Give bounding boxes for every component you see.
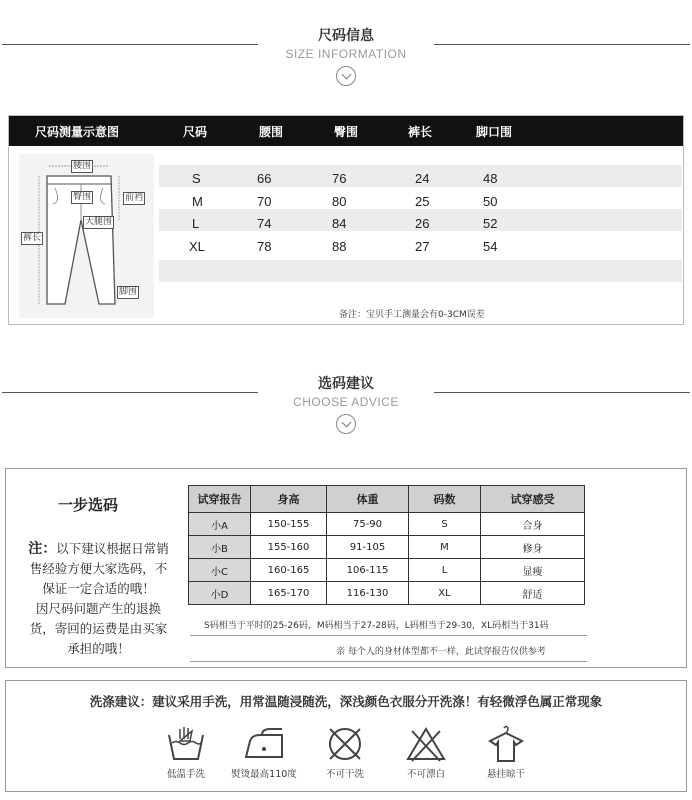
chevron-down-icon: [336, 66, 356, 86]
diagram-label-hem: 脚围: [119, 287, 138, 297]
cell-size: M: [192, 194, 203, 209]
wash-caption: 熨烫最高110度: [231, 769, 297, 780]
hand-wash-icon: [166, 725, 206, 763]
cell-length: 27: [415, 239, 430, 254]
note-line: 以下建议根据日常销: [56, 541, 169, 556]
cell-waist: 78: [257, 239, 272, 254]
wash-caption: 不可干洗: [325, 769, 364, 780]
table-row: [159, 168, 682, 190]
header-hem: 脚口围: [476, 125, 513, 139]
size-note: 备注：宝贝手工测量会有0-3CM误差: [339, 310, 485, 320]
header-waist: 腰围: [259, 125, 284, 139]
cell-who: 小C: [189, 559, 251, 582]
advice-note: [11, 539, 186, 659]
cell-length: 25: [415, 194, 430, 209]
cell-height: 155-160: [251, 536, 327, 559]
choose-advice-subtitle: CHOOSE ADVICE: [293, 395, 399, 409]
note-line: 货，寄回的运费是由买家: [29, 621, 168, 636]
cell-hip: 80: [332, 194, 347, 209]
cell-who: 小B: [189, 536, 251, 559]
note-line: 保证一定合适的哦！: [42, 581, 155, 596]
cell-size: S: [192, 171, 201, 186]
cell-hem: 48: [483, 171, 498, 186]
table-header-row: [189, 486, 585, 513]
cell-height: 150-155: [251, 513, 327, 536]
cell-feel: 修身: [481, 536, 585, 559]
wash-caption: 不可漂白: [406, 769, 445, 780]
diagram-label-waist: 腰围: [73, 161, 92, 171]
col-header: 码数: [409, 486, 481, 513]
cell-waist: 70: [257, 194, 272, 209]
note-line: 因尺码问题产生的退换: [35, 601, 161, 616]
cell-feel: 舒适: [481, 582, 585, 605]
choose-advice-header: [0, 374, 692, 434]
size-equivalence-note: S码相当于平时的25-26码，M码相当于27-28码，L码相当于29-30，XL码相当于31码: [204, 621, 549, 631]
header-hip: 臀围: [334, 125, 359, 139]
no-bleach-icon: [404, 725, 448, 763]
note-line: 售经验方便大家选码，不: [29, 561, 168, 576]
col-header: 试穿感受: [481, 486, 585, 513]
table-row: [189, 582, 585, 605]
note-line: 承担的哦！: [67, 641, 130, 656]
cell-hip: 84: [332, 216, 347, 231]
table-row: [159, 213, 682, 235]
cell-size: L: [409, 559, 481, 582]
cell-height: 160-165: [251, 559, 327, 582]
diagram-label-thigh: 大腿围: [85, 217, 113, 227]
diagram-label-rise: 前裆: [125, 193, 144, 203]
size-table-header: [9, 116, 683, 146]
cell-length: 24: [415, 171, 430, 186]
cell-feel: 显瘦: [481, 559, 585, 582]
wash-caption: 悬挂晾干: [486, 769, 525, 780]
no-dry-clean-icon: [325, 725, 365, 763]
table-row: [189, 513, 585, 536]
cell-size: M: [409, 536, 481, 559]
size-table: [8, 115, 684, 325]
cell-size: S: [409, 513, 481, 536]
advice-left-title: 一步选码: [58, 496, 119, 514]
cell-weight: 116-130: [327, 582, 409, 605]
cell-hem: 52: [483, 216, 498, 231]
divider: [190, 635, 587, 636]
cell-feel: 合身: [481, 513, 585, 536]
fit-report-table: [188, 485, 585, 605]
cell-waist: 74: [257, 216, 272, 231]
wash-item: [146, 725, 226, 780]
wash-item: [305, 725, 385, 780]
cell-hem: 50: [483, 194, 498, 209]
cell-hem: 54: [483, 239, 498, 254]
cell-weight: 106-115: [327, 559, 409, 582]
cell-hip: 88: [332, 239, 347, 254]
cell-waist: 66: [257, 171, 272, 186]
cell-size: XL: [189, 239, 205, 254]
wash-caption: 低温手洗: [166, 769, 205, 780]
header-size: 尺码: [183, 125, 208, 139]
wash-item: [224, 725, 304, 780]
cell-who: 小D: [189, 582, 251, 605]
size-info-header: [0, 26, 692, 86]
hang-dry-icon: [486, 725, 526, 763]
table-row: [159, 191, 682, 213]
header-divider-right: [434, 44, 690, 45]
col-header: 体重: [327, 486, 409, 513]
cell-size: L: [192, 216, 200, 231]
col-header: 身高: [251, 486, 327, 513]
size-info-title: 尺码信息: [318, 28, 374, 44]
choose-advice-title: 选码建议: [318, 376, 374, 392]
row-stripe: [159, 260, 682, 282]
table-row: [189, 536, 585, 559]
wash-advice-text: 洗涤建议：建议采用手洗，用常温随浸随洗，深浅颜色衣服分开洗涤！有轻微浮色属正常现象: [89, 694, 603, 709]
pants-diagram: [19, 154, 154, 318]
reference-note: 亲 每个人的身材体型都不一样，此试穿报告仅供参考: [336, 647, 546, 657]
col-header: 试穿报告: [189, 486, 251, 513]
note-label: 注：: [28, 541, 57, 557]
cell-who: 小A: [189, 513, 251, 536]
cell-height: 165-170: [251, 582, 327, 605]
cell-hip: 76: [332, 171, 347, 186]
diagram-label-length: 裤长: [23, 233, 42, 243]
table-row: [159, 236, 682, 258]
cell-size: XL: [409, 582, 481, 605]
cell-length: 26: [415, 216, 430, 231]
header-divider-left: [2, 392, 258, 393]
diagram-label-hip: 臀围: [73, 192, 92, 202]
size-info-subtitle: SIZE INFORMATION: [285, 47, 407, 61]
wash-panel: [5, 680, 687, 792]
header-divider-right: [434, 392, 690, 393]
advice-panel: [5, 468, 687, 668]
wash-item: [386, 725, 466, 780]
chevron-down-icon: [336, 414, 356, 434]
header-length: 裤长: [408, 125, 433, 139]
iron-icon: [242, 725, 286, 763]
table-row: [189, 559, 585, 582]
header-diagram: 尺码测量示意图: [35, 125, 120, 139]
cell-weight: 75-90: [327, 513, 409, 536]
wash-item: [466, 725, 546, 780]
cell-weight: 91-105: [327, 536, 409, 559]
divider: [190, 661, 587, 662]
header-divider-left: [2, 44, 258, 45]
